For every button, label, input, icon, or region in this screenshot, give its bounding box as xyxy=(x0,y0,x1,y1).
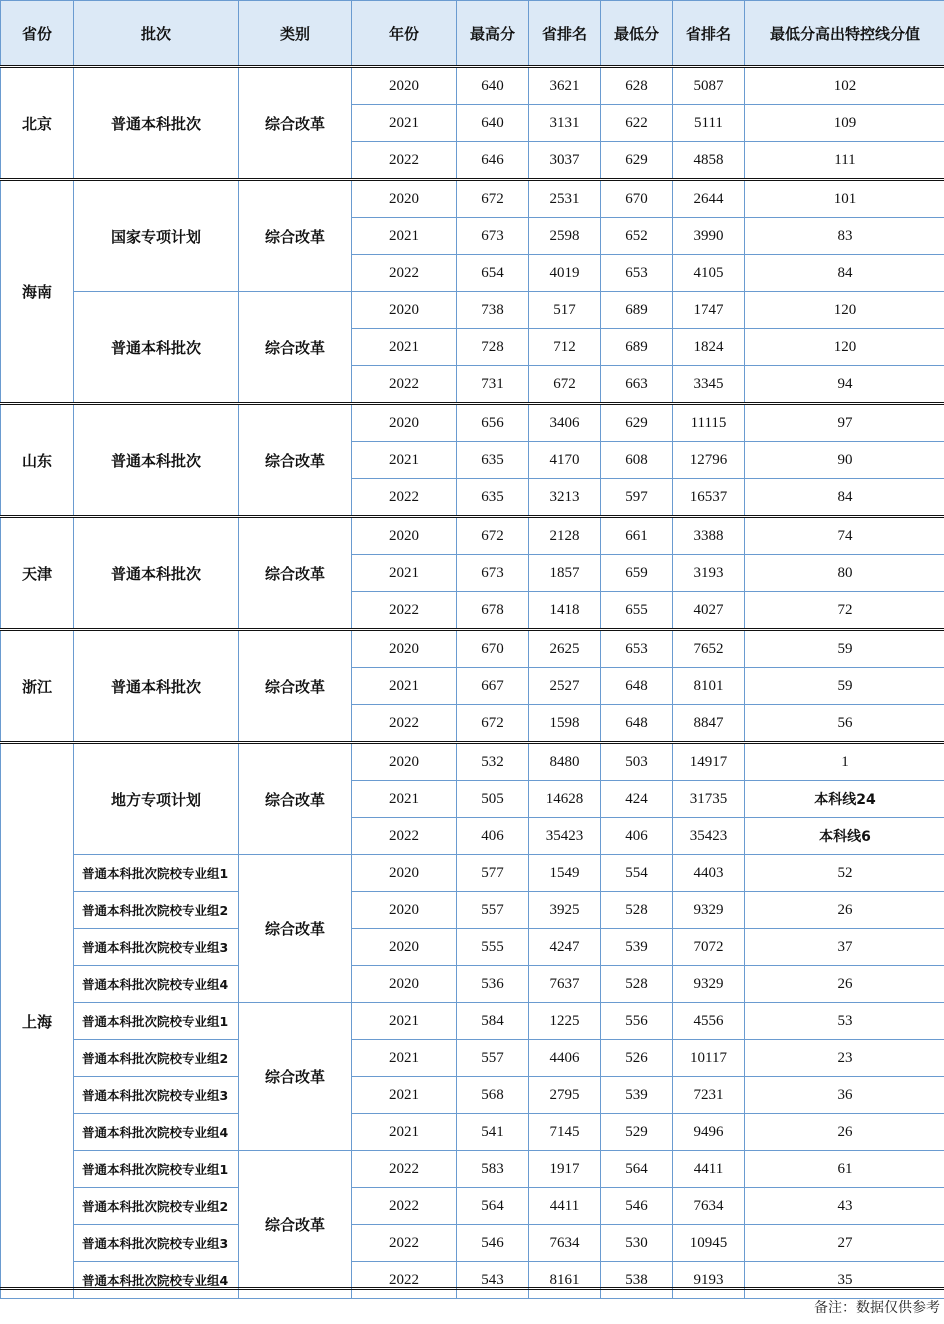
batch-cell: 普通本科批次院校专业组3 xyxy=(74,1077,239,1114)
province-cell: 北京 xyxy=(1,67,74,180)
max-rank-cell: 4019 xyxy=(529,255,601,292)
min-rank-cell: 3388 xyxy=(673,517,745,555)
table-row xyxy=(1,892,944,929)
min-score-cell: 659 xyxy=(601,555,673,592)
above-line-cell: 59 xyxy=(745,630,944,668)
max-rank-cell: 3621 xyxy=(529,67,601,105)
year-cell: 2022 xyxy=(352,1225,457,1262)
min-score-cell: 406 xyxy=(601,818,673,855)
max-score-cell: 667 xyxy=(457,668,529,705)
max-rank-cell: 8480 xyxy=(529,743,601,781)
batch-cell: 普通本科批次院校专业组2 xyxy=(74,1040,239,1077)
max-rank-cell: 1917 xyxy=(529,1151,601,1188)
above-line-cell: 109 xyxy=(745,105,944,142)
max-score-cell: 543 xyxy=(457,1262,529,1299)
batch-cell: 普通本科批次 xyxy=(74,517,239,630)
province-cell: 海南 xyxy=(1,180,74,404)
year-cell: 2020 xyxy=(352,892,457,929)
min-score-cell: 530 xyxy=(601,1225,673,1262)
batch-cell: 普通本科批次院校专业组4 xyxy=(74,966,239,1003)
above-line-cell: 72 xyxy=(745,592,944,630)
max-rank-cell: 4247 xyxy=(529,929,601,966)
category-cell: 综合改革 xyxy=(239,404,352,517)
min-score-cell: 648 xyxy=(601,668,673,705)
above-line-cell: 97 xyxy=(745,404,944,442)
min-rank-cell: 4027 xyxy=(673,592,745,630)
batch-cell: 普通本科批次院校专业组1 xyxy=(74,1151,239,1188)
min-rank-cell: 9496 xyxy=(673,1114,745,1151)
year-cell: 2020 xyxy=(352,517,457,555)
table-row xyxy=(1,966,944,1003)
min-rank-cell: 3990 xyxy=(673,218,745,255)
min-score-cell: 503 xyxy=(601,743,673,781)
min-score-cell: 689 xyxy=(601,329,673,366)
above-line-cell: 1 xyxy=(745,743,944,781)
year-cell: 2020 xyxy=(352,67,457,105)
batch-cell: 普通本科批次 xyxy=(74,630,239,743)
min-rank-cell: 11115 xyxy=(673,404,745,442)
batch-cell: 普通本科批次院校专业组2 xyxy=(74,1188,239,1225)
max-score-cell: 672 xyxy=(457,517,529,555)
max-rank-cell: 4406 xyxy=(529,1040,601,1077)
max-rank-cell: 1418 xyxy=(529,592,601,630)
max-score-cell: 564 xyxy=(457,1188,529,1225)
table-row xyxy=(1,1225,944,1262)
max-rank-cell: 8161 xyxy=(529,1262,601,1299)
min-score-cell: 629 xyxy=(601,142,673,180)
above-line-cell: 27 xyxy=(745,1225,944,1262)
max-score-cell: 583 xyxy=(457,1151,529,1188)
max-score-cell: 584 xyxy=(457,1003,529,1040)
year-cell: 2022 xyxy=(352,705,457,743)
min-rank-cell: 9329 xyxy=(673,966,745,1003)
min-rank-cell: 9193 xyxy=(673,1262,745,1299)
min-score-cell: 653 xyxy=(601,255,673,292)
min-score-cell: 648 xyxy=(601,705,673,743)
min-score-cell: 564 xyxy=(601,1151,673,1188)
category-cell: 综合改革 xyxy=(239,67,352,180)
min-rank-cell: 31735 xyxy=(673,781,745,818)
min-rank-cell: 7231 xyxy=(673,1077,745,1114)
year-cell: 2022 xyxy=(352,818,457,855)
batch-cell: 地方专项计划 xyxy=(74,743,239,855)
min-rank-cell: 1824 xyxy=(673,329,745,366)
min-score-cell: 608 xyxy=(601,442,673,479)
table-row xyxy=(1,404,944,442)
max-rank-cell: 712 xyxy=(529,329,601,366)
year-cell: 2021 xyxy=(352,555,457,592)
footer-note: 备注：数据仅供参考 xyxy=(814,1297,940,1317)
min-rank-cell: 8101 xyxy=(673,668,745,705)
year-cell: 2022 xyxy=(352,255,457,292)
above-line-cell: 本科线6 xyxy=(745,818,944,855)
year-cell: 2020 xyxy=(352,292,457,329)
max-score-cell: 541 xyxy=(457,1114,529,1151)
min-score-cell: 528 xyxy=(601,966,673,1003)
above-line-cell: 35 xyxy=(745,1262,944,1299)
min-score-cell: 538 xyxy=(601,1262,673,1299)
min-score-cell: 526 xyxy=(601,1040,673,1077)
min-score-cell: 528 xyxy=(601,892,673,929)
max-score-cell: 656 xyxy=(457,404,529,442)
max-rank-cell: 3037 xyxy=(529,142,601,180)
category-cell: 综合改革 xyxy=(239,517,352,630)
year-cell: 2020 xyxy=(352,404,457,442)
header-above-line: 最低分高出特控线分值 xyxy=(745,1,944,67)
category-cell: 综合改革 xyxy=(239,1003,352,1151)
max-rank-cell: 672 xyxy=(529,366,601,404)
table-row xyxy=(1,1151,944,1188)
min-rank-cell: 4858 xyxy=(673,142,745,180)
max-rank-cell: 2128 xyxy=(529,517,601,555)
category-cell: 综合改革 xyxy=(239,180,352,292)
max-rank-cell: 35423 xyxy=(529,818,601,855)
year-cell: 2021 xyxy=(352,218,457,255)
above-line-cell: 74 xyxy=(745,517,944,555)
max-score-cell: 738 xyxy=(457,292,529,329)
year-cell: 2022 xyxy=(352,366,457,404)
batch-cell: 普通本科批次院校专业组1 xyxy=(74,1003,239,1040)
max-score-cell: 728 xyxy=(457,329,529,366)
max-rank-cell: 3213 xyxy=(529,479,601,517)
min-score-cell: 629 xyxy=(601,404,673,442)
min-rank-cell: 7652 xyxy=(673,630,745,668)
table-row xyxy=(1,855,944,892)
max-score-cell: 406 xyxy=(457,818,529,855)
above-line-cell: 26 xyxy=(745,1114,944,1151)
year-cell: 2021 xyxy=(352,105,457,142)
max-rank-cell: 4411 xyxy=(529,1188,601,1225)
table-row xyxy=(1,630,944,668)
year-cell: 2021 xyxy=(352,442,457,479)
batch-cell: 普通本科批次院校专业组4 xyxy=(74,1114,239,1151)
table-row xyxy=(1,1077,944,1114)
min-rank-cell: 3345 xyxy=(673,366,745,404)
year-cell: 2022 xyxy=(352,592,457,630)
min-rank-cell: 10945 xyxy=(673,1225,745,1262)
max-score-cell: 640 xyxy=(457,105,529,142)
min-rank-cell: 4105 xyxy=(673,255,745,292)
table-row xyxy=(1,1188,944,1225)
max-rank-cell: 1549 xyxy=(529,855,601,892)
min-score-cell: 655 xyxy=(601,592,673,630)
above-line-cell: 43 xyxy=(745,1188,944,1225)
max-rank-cell: 7637 xyxy=(529,966,601,1003)
max-rank-cell: 2625 xyxy=(529,630,601,668)
batch-cell: 普通本科批次院校专业组1 xyxy=(74,855,239,892)
above-line-cell: 26 xyxy=(745,966,944,1003)
batch-cell: 国家专项计划 xyxy=(74,180,239,292)
year-cell: 2021 xyxy=(352,1077,457,1114)
above-line-cell: 102 xyxy=(745,67,944,105)
above-line-cell: 26 xyxy=(745,892,944,929)
min-score-cell: 689 xyxy=(601,292,673,329)
above-line-cell: 101 xyxy=(745,180,944,218)
min-rank-cell: 4403 xyxy=(673,855,745,892)
table-row xyxy=(1,180,944,218)
year-cell: 2020 xyxy=(352,743,457,781)
min-score-cell: 670 xyxy=(601,180,673,218)
year-cell: 2021 xyxy=(352,1003,457,1040)
max-score-cell: 678 xyxy=(457,592,529,630)
header-province: 省份 xyxy=(1,1,74,67)
min-rank-cell: 14917 xyxy=(673,743,745,781)
max-score-cell: 646 xyxy=(457,142,529,180)
batch-cell: 普通本科批次 xyxy=(74,67,239,180)
table-row xyxy=(1,1040,944,1077)
batch-cell: 普通本科批次院校专业组3 xyxy=(74,929,239,966)
max-rank-cell: 3131 xyxy=(529,105,601,142)
above-line-cell: 120 xyxy=(745,329,944,366)
min-score-cell: 661 xyxy=(601,517,673,555)
batch-cell: 普通本科批次院校专业组2 xyxy=(74,892,239,929)
year-cell: 2022 xyxy=(352,479,457,517)
min-rank-cell: 12796 xyxy=(673,442,745,479)
min-rank-cell: 1747 xyxy=(673,292,745,329)
min-score-cell: 663 xyxy=(601,366,673,404)
year-cell: 2022 xyxy=(352,1262,457,1299)
max-score-cell: 731 xyxy=(457,366,529,404)
header-max-score: 最高分 xyxy=(457,1,529,67)
max-score-cell: 672 xyxy=(457,180,529,218)
min-rank-cell: 10117 xyxy=(673,1040,745,1077)
max-score-cell: 654 xyxy=(457,255,529,292)
footer xyxy=(0,1287,944,1324)
province-cell: 天津 xyxy=(1,517,74,630)
year-cell: 2020 xyxy=(352,180,457,218)
year-cell: 2022 xyxy=(352,1151,457,1188)
min-score-cell: 539 xyxy=(601,929,673,966)
table-row xyxy=(1,1114,944,1151)
batch-cell: 普通本科批次院校专业组3 xyxy=(74,1225,239,1262)
max-rank-cell: 2795 xyxy=(529,1077,601,1114)
min-score-cell: 539 xyxy=(601,1077,673,1114)
above-line-cell: 90 xyxy=(745,442,944,479)
year-cell: 2020 xyxy=(352,630,457,668)
min-rank-cell: 2644 xyxy=(673,180,745,218)
header-category: 类别 xyxy=(239,1,352,67)
max-score-cell: 536 xyxy=(457,966,529,1003)
above-line-cell: 84 xyxy=(745,255,944,292)
province-cell: 上海 xyxy=(1,743,74,1299)
batch-cell: 普通本科批次院校专业组4 xyxy=(74,1262,239,1299)
max-rank-cell: 7145 xyxy=(529,1114,601,1151)
max-score-cell: 640 xyxy=(457,67,529,105)
min-score-cell: 653 xyxy=(601,630,673,668)
max-rank-cell: 1225 xyxy=(529,1003,601,1040)
max-score-cell: 505 xyxy=(457,781,529,818)
year-cell: 2021 xyxy=(352,781,457,818)
year-cell: 2021 xyxy=(352,1114,457,1151)
header-row xyxy=(1,1,944,67)
min-score-cell: 424 xyxy=(601,781,673,818)
min-score-cell: 628 xyxy=(601,67,673,105)
max-rank-cell: 14628 xyxy=(529,781,601,818)
max-score-cell: 568 xyxy=(457,1077,529,1114)
year-cell: 2022 xyxy=(352,1188,457,1225)
above-line-cell: 本科线24 xyxy=(745,781,944,818)
table-row xyxy=(1,929,944,966)
min-rank-cell: 35423 xyxy=(673,818,745,855)
header-max-rank: 省排名 xyxy=(529,1,601,67)
above-line-cell: 120 xyxy=(745,292,944,329)
header-min-score: 最低分 xyxy=(601,1,673,67)
max-rank-cell: 4170 xyxy=(529,442,601,479)
max-rank-cell: 3925 xyxy=(529,892,601,929)
max-score-cell: 546 xyxy=(457,1225,529,1262)
max-score-cell: 557 xyxy=(457,1040,529,1077)
max-rank-cell: 2531 xyxy=(529,180,601,218)
max-score-cell: 555 xyxy=(457,929,529,966)
year-cell: 2020 xyxy=(352,855,457,892)
max-score-cell: 557 xyxy=(457,892,529,929)
category-cell: 综合改革 xyxy=(239,855,352,1003)
year-cell: 2021 xyxy=(352,1040,457,1077)
min-score-cell: 597 xyxy=(601,479,673,517)
above-line-cell: 83 xyxy=(745,218,944,255)
year-cell: 2020 xyxy=(352,929,457,966)
min-rank-cell: 5087 xyxy=(673,67,745,105)
above-line-cell: 52 xyxy=(745,855,944,892)
above-line-cell: 94 xyxy=(745,366,944,404)
min-rank-cell: 16537 xyxy=(673,479,745,517)
batch-cell: 普通本科批次 xyxy=(74,292,239,404)
header-min-rank: 省排名 xyxy=(673,1,745,67)
max-score-cell: 673 xyxy=(457,555,529,592)
year-cell: 2021 xyxy=(352,329,457,366)
max-score-cell: 670 xyxy=(457,630,529,668)
above-line-cell: 59 xyxy=(745,668,944,705)
above-line-cell: 61 xyxy=(745,1151,944,1188)
above-line-cell: 36 xyxy=(745,1077,944,1114)
above-line-cell: 53 xyxy=(745,1003,944,1040)
above-line-cell: 111 xyxy=(745,142,944,180)
category-cell: 综合改革 xyxy=(239,743,352,855)
year-cell: 2022 xyxy=(352,142,457,180)
min-rank-cell: 7634 xyxy=(673,1188,745,1225)
max-rank-cell: 2598 xyxy=(529,218,601,255)
max-rank-cell: 7634 xyxy=(529,1225,601,1262)
min-score-cell: 652 xyxy=(601,218,673,255)
min-rank-cell: 8847 xyxy=(673,705,745,743)
min-score-cell: 622 xyxy=(601,105,673,142)
year-cell: 2020 xyxy=(352,966,457,1003)
min-rank-cell: 4556 xyxy=(673,1003,745,1040)
max-rank-cell: 3406 xyxy=(529,404,601,442)
table-row xyxy=(1,517,944,555)
table-row xyxy=(1,1003,944,1040)
min-rank-cell: 5111 xyxy=(673,105,745,142)
above-line-cell: 80 xyxy=(745,555,944,592)
min-score-cell: 554 xyxy=(601,855,673,892)
above-line-cell: 23 xyxy=(745,1040,944,1077)
max-score-cell: 532 xyxy=(457,743,529,781)
max-rank-cell: 517 xyxy=(529,292,601,329)
min-score-cell: 546 xyxy=(601,1188,673,1225)
table-row xyxy=(1,743,944,781)
province-cell: 山东 xyxy=(1,404,74,517)
max-rank-cell: 1598 xyxy=(529,705,601,743)
max-score-cell: 635 xyxy=(457,479,529,517)
max-score-cell: 635 xyxy=(457,442,529,479)
batch-cell: 普通本科批次 xyxy=(74,404,239,517)
min-rank-cell: 3193 xyxy=(673,555,745,592)
table-row xyxy=(1,67,944,105)
table-row xyxy=(1,292,944,329)
min-score-cell: 556 xyxy=(601,1003,673,1040)
header-batch: 批次 xyxy=(74,1,239,67)
header-year: 年份 xyxy=(352,1,457,67)
max-score-cell: 673 xyxy=(457,218,529,255)
year-cell: 2021 xyxy=(352,668,457,705)
category-cell: 综合改革 xyxy=(239,292,352,404)
category-cell: 综合改革 xyxy=(239,1151,352,1299)
max-score-cell: 672 xyxy=(457,705,529,743)
max-rank-cell: 2527 xyxy=(529,668,601,705)
above-line-cell: 56 xyxy=(745,705,944,743)
min-score-cell: 529 xyxy=(601,1114,673,1151)
above-line-cell: 84 xyxy=(745,479,944,517)
above-line-cell: 37 xyxy=(745,929,944,966)
min-rank-cell: 4411 xyxy=(673,1151,745,1188)
max-rank-cell: 1857 xyxy=(529,555,601,592)
max-score-cell: 577 xyxy=(457,855,529,892)
category-cell: 综合改革 xyxy=(239,630,352,743)
province-cell: 浙江 xyxy=(1,630,74,743)
min-rank-cell: 9329 xyxy=(673,892,745,929)
min-rank-cell: 7072 xyxy=(673,929,745,966)
